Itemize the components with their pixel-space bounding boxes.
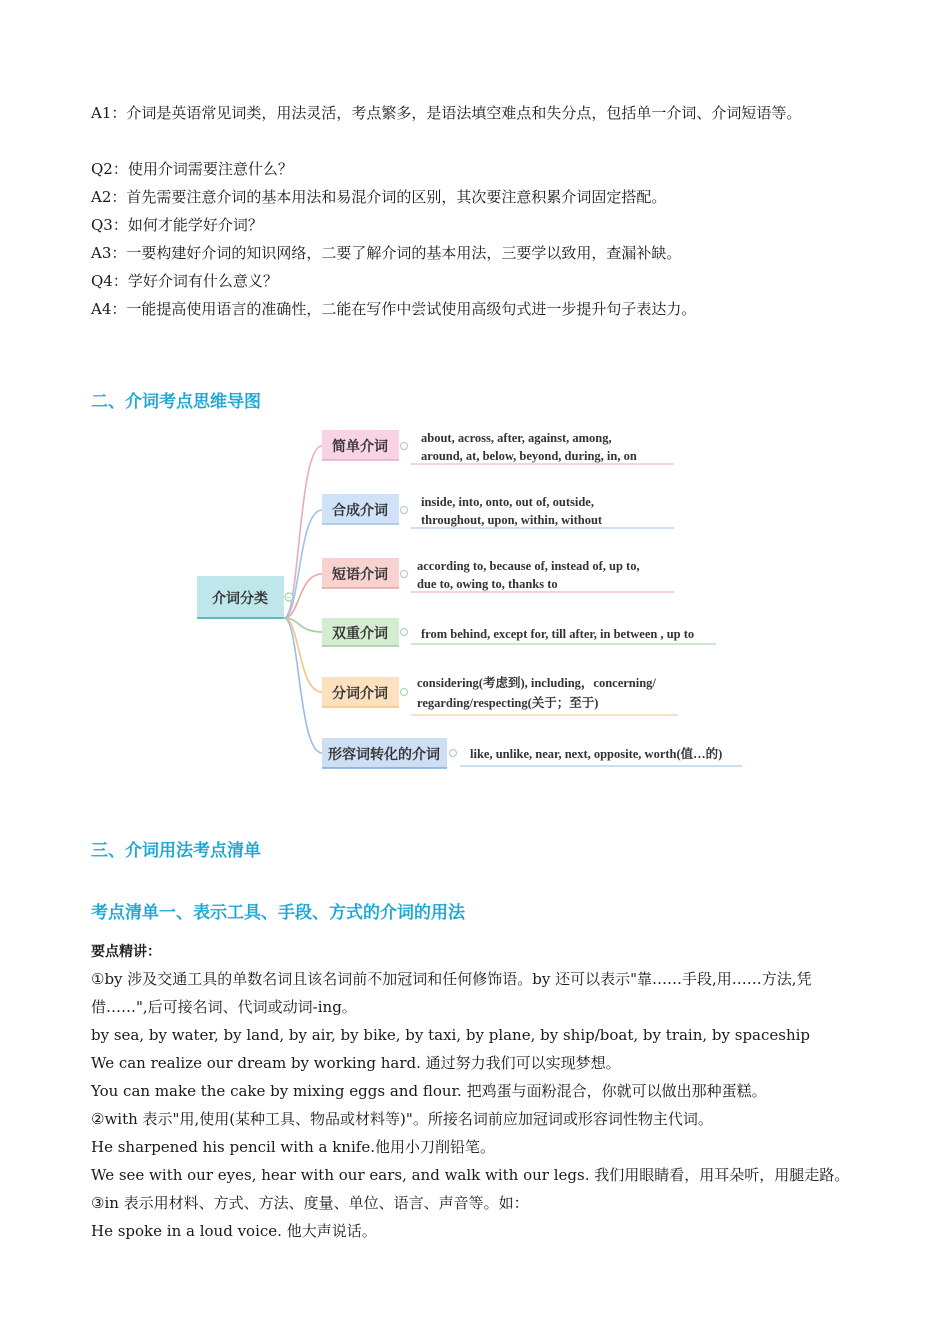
- question-2: Q2：使用介词需要注意什么？: [91, 160, 293, 178]
- mindmap-branch-simple: [322, 430, 674, 464]
- example-sentence-4: We see with our eyes, hear with our ears, and walk with our legs. 我们用眼睛看，用耳朵听，用腿走路。: [91, 1166, 850, 1184]
- mindmap-branch-compound: [322, 494, 674, 528]
- answer-2: A2：首先需要注意介词的基本用法和易混介词的区别，其次要注意积累介词固定搭配。: [91, 188, 667, 206]
- answer-3: A3：一要构建好介词的知识网络，二要了解介词的基本用法，三要学以致用，查漏补缺。: [91, 244, 682, 262]
- by-examples: by sea, by water, by land, by air, by bike, by taxi, by plane, by ship/boat, by train, by spaceship: [91, 1026, 811, 1044]
- leaf-participle-line2: regarding/respecting(关于；至于): [417, 696, 599, 710]
- leaf-participle-line1: considering(考虑到), including，concerning/: [417, 676, 656, 690]
- point-2-with: ②with 表示"用,使用(某种工具、物品或材料等)"。所接名词前应加冠词或形容词性物主代词。: [91, 1110, 713, 1128]
- leaf-double-line1: from behind, except for, till after, in between , up to: [421, 627, 695, 641]
- question-3: Q3：如何才能学好介词？: [91, 216, 263, 234]
- leaf-simple-line2: around, at, below, beyond, during, in, on: [421, 449, 637, 463]
- section-3-title: 三、介词用法考点清单: [91, 841, 261, 861]
- section-2-title: 二、介词考点思维导图: [91, 392, 261, 412]
- leaf-simple-line1: about, across, after, against, among,: [421, 431, 612, 445]
- example-sentence-1: We can realize our dream by working hard. 通过努力我们可以实现梦想。: [91, 1054, 621, 1072]
- point-1-by: ①by 涉及交通工具的单数名词且该名词前不加冠词和任何修饰语。by 还可以表示"靠……手段,用……方法,凭借……",后可接名词、代词或动词-ing。: [91, 970, 812, 1016]
- connector-participle: [284, 618, 322, 692]
- example-sentence-2: You can make the cake by mixing eggs and flour. 把鸡蛋与面粉混合，你就可以做出那种蛋糕。: [91, 1082, 767, 1100]
- svg-text:形容词转化的介词: 形容词转化的介词: [328, 747, 440, 763]
- example-sentence-3: He sharpened his pencil with a knife.他用小刀削铅笔。: [91, 1138, 495, 1156]
- leaf-phrase-line2: due to, owing to, thanks to: [417, 577, 558, 591]
- leaf-adjective-line1: like, unlike, near, next, opposite, worth(值…的): [470, 747, 723, 761]
- answer-1: A1：介词是英语常见词类，用法灵活，考点繁多，是语法填空难点和失分点，包括单一介词、介词短语等。: [91, 104, 802, 122]
- example-sentence-5: He spoke in a loud voice. 他大声说话。: [91, 1222, 377, 1240]
- answer-4: A4：一能提高使用语言的准确性，二能在写作中尝试使用高级句式进一步提升句子表达力。: [91, 300, 697, 318]
- mindmap-branch-participle: [322, 675, 678, 715]
- connector-adjective: [284, 618, 322, 753]
- svg-text:简单介词: 简单介词: [332, 439, 388, 455]
- key-points-label: 要点精讲：: [91, 944, 161, 960]
- leaf-phrase-line1: according to, because of, instead of, up to,: [417, 559, 640, 573]
- mindmap-branch-double: [322, 618, 716, 646]
- mindmap-root: [197, 576, 293, 618]
- svg-text:合成介词: 合成介词: [332, 503, 388, 519]
- point-3-in: ③in 表示用材料、方式、方法、度量、单位、语言、声音等。如：: [91, 1194, 529, 1212]
- svg-text:介词分类: 介词分类: [212, 591, 268, 607]
- list-1-title: 考点清单一、表示工具、手段、方式的介词的用法: [91, 903, 465, 923]
- leaf-compound-line2: throughout, upon, within, without: [421, 513, 603, 527]
- svg-text:分词介词: 分词介词: [332, 686, 388, 702]
- question-4: Q4：学好介词有什么意义？: [91, 272, 278, 290]
- svg-text:双重介词: 双重介词: [332, 626, 388, 642]
- svg-text:短语介词: 短语介词: [332, 567, 388, 583]
- leaf-compound-line1: inside, into, onto, out of, outside,: [421, 495, 594, 509]
- mindmap: [0, 420, 950, 780]
- mindmap-branch-adjective: [322, 738, 742, 768]
- connector-simple: [284, 446, 322, 618]
- mindmap-branch-phrase: [322, 558, 674, 592]
- svg-text:−: −: [286, 594, 292, 602]
